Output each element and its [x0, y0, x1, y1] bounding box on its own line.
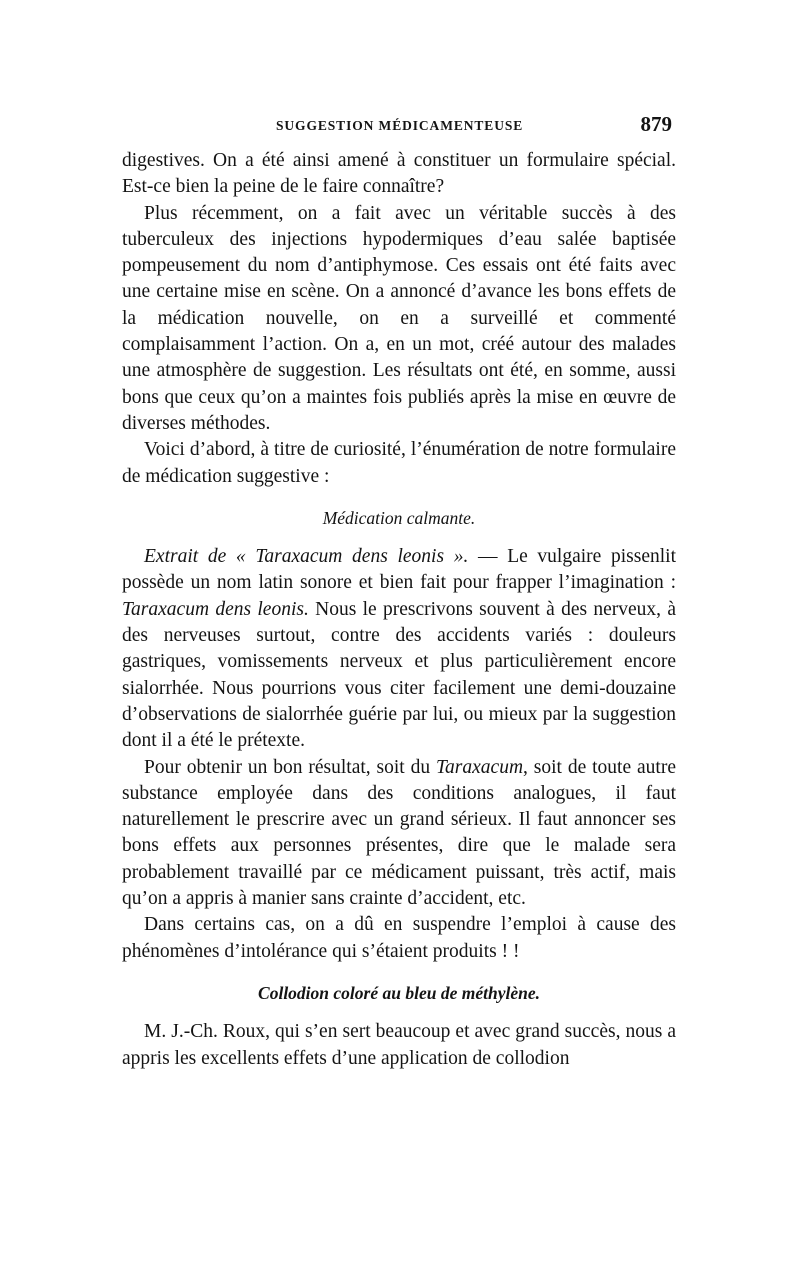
section-heading-medication-calmante: Médication calmante. [322, 507, 476, 528]
paragraph-antiphymose: Plus récemment, on a fait avec un véritable succès à des tuberculeux des injections hypodermiques d’eau salée baptisée pompeusement du nom d’antiphymose. Ces essais ont été faits avec une certaine mise en scène. On a annoncé d’avance les bons effets de la médication nouvelle, on en a surveillé et commenté complaisamment l’action. On a, en un mot, créé autour des malades une atmosphère de suggestion. Les résultats ont été, en somme, aussi bons que ceux qu’on a maintes fois publiés après la mise en œuvre de diverses méthodes. [122, 202, 676, 434]
resultat-taraxacum: Taraxacum [435, 756, 524, 778]
paragraph-taraxacum [122, 544, 676, 754]
paragraph-collodion: M. J.-Ch. Roux, qui s’en sert beaucoup et avec grand succès, nous a appris les excellents effets d’une application de collodion [122, 1021, 676, 1069]
taraxacum-text-part1: — Le vulgaire pissenlit possède un nom latin sonore et bien fait pour frapper l’imagination : [122, 546, 676, 594]
resultat-text-part2: , soit de toute autre substance employée dans des conditions analogues, il faut naturellement le prescrire avec un grand sérieux. Il faut annoncer ses bons effets aux personnes présentes, dire que le malade sera probablement travaillé par ce médicament puissant, très actif, mais qu’on a appris à manier sans crainte d’accident, etc. [122, 756, 676, 910]
taraxacum-latin-name: Taraxacum dens leonis. [122, 598, 309, 620]
paragraph-continuation: digestives. On a été ainsi amené à constituer un formulaire spécial. Est-ce bien la peine de le faire connaître? [122, 150, 676, 198]
paragraph-bon-resultat [122, 755, 676, 913]
paragraph-formulaire-intro: Voici d’abord, à titre de curiosité, l’énumération de notre formulaire de médication suggestive : [122, 439, 676, 487]
running-head [122, 110, 676, 150]
page-number: 879 [640, 112, 672, 136]
running-title: SUGGESTION MÉDICAMENTEUSE [276, 118, 524, 133]
taraxacum-entry-title: Extrait de « Taraxacum dens leonis ». [144, 546, 469, 568]
body-text [122, 148, 676, 1072]
resultat-text-part1: Pour obtenir un bon résultat, soit du [144, 756, 436, 778]
taraxacum-text-part2: Nous le prescrivons souvent à des nerveux, à des nerveuses surtout, contre des accidents variés : douleurs gastriques, vomissements nerveux et plus particulièrement encore sialorrhée. Nous pourrions vous citer facilement une demi-douzaine d’observations de sialorrhée guérie par lui, ou mieux par la suggestion dont il a été le prétexte. [122, 598, 677, 752]
section-heading-collodion: Collodion coloré au bleu de méthylène. [258, 982, 540, 1003]
paragraph-intolerance: Dans certains cas, on a dû en suspendre l’emploi à cause des phénomènes d’intolérance qui s’étaient produits ! ! [122, 914, 676, 962]
